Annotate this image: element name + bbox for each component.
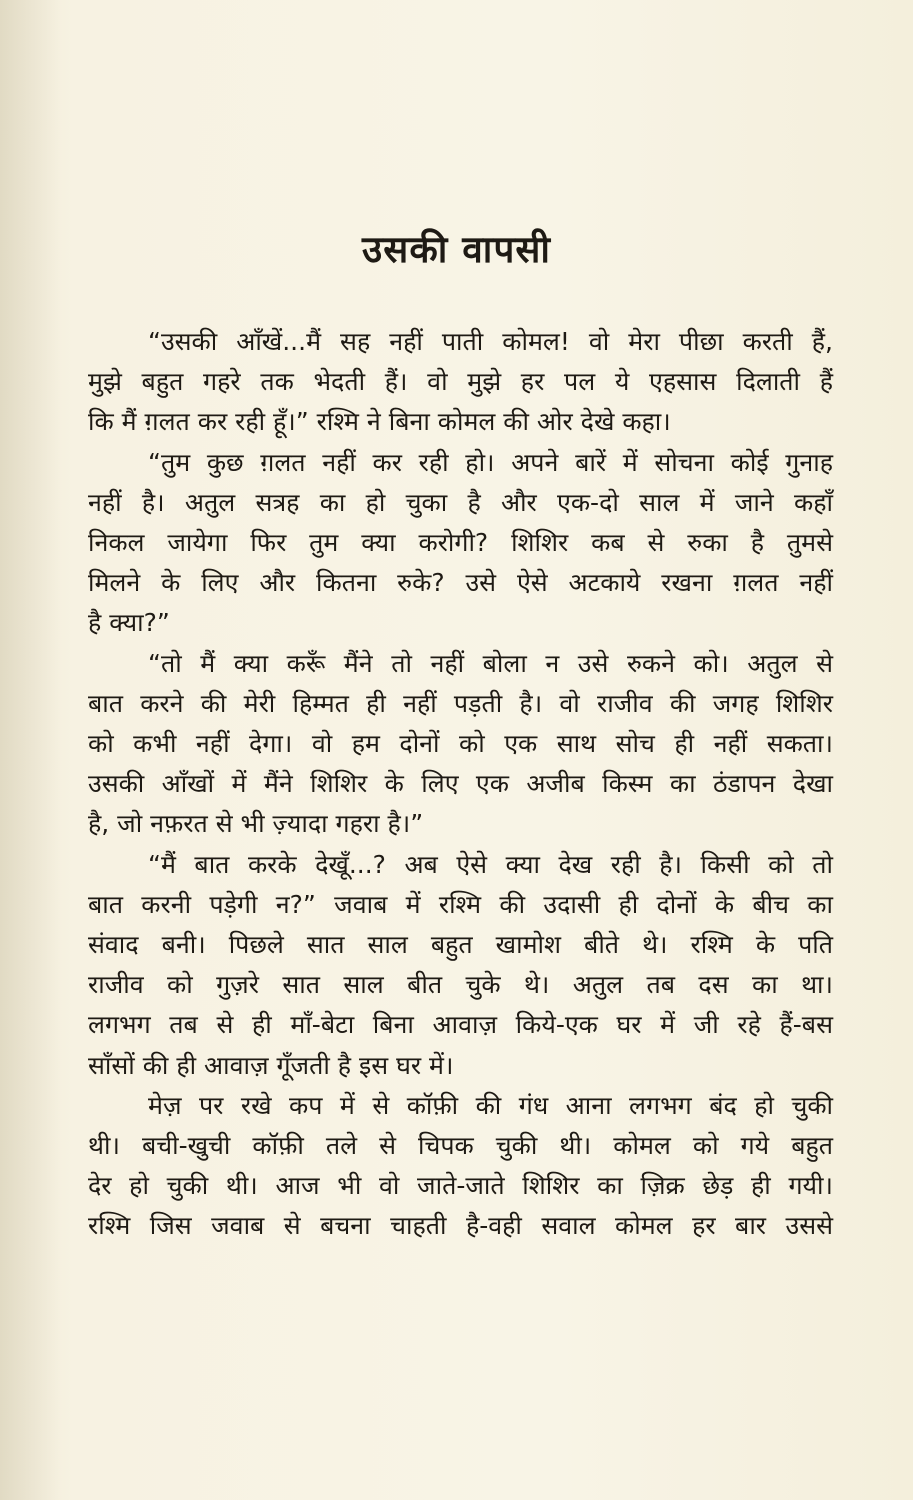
text-line: “मैं बात करके देखूँ...? अब ऐसे क्या देख रही है। किसी को तो: [148, 849, 833, 879]
text-line: है, जो नफ़रत से भी ज़्यादा गहरा है।”: [88, 809, 424, 839]
text-line: कि मैं ग़लत कर रही हूँ।” रश्मि ने बिना कोमल की ओर देखे कहा।: [88, 407, 671, 437]
paragraph: [88, 644, 833, 845]
text-line: को कभी नहीं देगा। वो हम दोनों को एक साथ सोच ही नहीं सकता।: [88, 729, 833, 759]
text-line: बात करने की मेरी हिम्मत ही नहीं पड़ती है। वो राजीव की जगह शिशिर: [88, 688, 833, 718]
text-line: थी। बची-खुची कॉफ़ी तले से चिपक चुकी थी। कोमल को गये बहुत: [88, 1131, 833, 1161]
text-line: मिलने के लिए और कितना रुके? उसे ऐसे अटकाये रखना ग़लत नहीं: [88, 568, 833, 598]
text-line: मुझे बहुत गहरे तक भेदती हैं। वो मुझे हर पल ये एहसास दिलाती हैं: [88, 367, 833, 397]
text-line: बात करनी पड़ेगी न?” जवाब में रश्मि की उदासी ही दोनों के बीच का: [88, 889, 833, 919]
paragraph: [88, 1086, 833, 1247]
paragraph: [88, 845, 833, 1086]
chapter-body: [88, 322, 833, 1247]
text-line: उसकी आँखों में मैंने शिशिर के लिए एक अजीब किस्म का ठंडापन देखा: [88, 769, 833, 799]
text-line: साँसों की ही आवाज़ गूँजती है इस घर में।: [88, 1050, 454, 1080]
text-line: राजीव को गुज़रे सात साल बीत चुके थे। अतुल तब दस का था।: [88, 970, 833, 1000]
text-line: संवाद बनी। पिछले सात साल बहुत खामोश बीते थे। रश्मि के पति: [88, 930, 833, 960]
chapter-title: उसकी वापसी: [362, 228, 551, 271]
text-line: नहीं है। अतुल सत्रह का हो चुका है और एक-दो साल में जाने कहाँ: [88, 487, 833, 517]
text-line: “उसकी आँखें...मैं सह नहीं पाती कोमल! वो मेरा पीछा करती हैं,: [148, 327, 833, 356]
text-line: मेज़ पर रखे कप में से कॉफ़ी की गंध आना लगभग बंद हो चुकी: [148, 1090, 833, 1120]
text-line: लगभग तब से ही माँ-बेटा बिना आवाज़ किये-एक घर में जी रहे हैं-बस: [88, 1010, 833, 1040]
paragraph: [88, 322, 833, 443]
paragraph: [88, 443, 833, 644]
text-line: “तो मैं क्या करूँ मैंने तो नहीं बोला न उसे रुकने को। अतुल से: [148, 648, 833, 678]
text-line: है क्या?”: [88, 608, 170, 638]
text-line: रश्मि जिस जवाब से बचना चाहती है-वही सवाल कोमल हर बार उससे: [88, 1211, 833, 1241]
text-line: देर हो चुकी थी। आज भी वो जाते-जाते शिशिर का ज़िक्र छेड़ ही गयी।: [88, 1171, 833, 1201]
text-line: निकल जायेगा फिर तुम क्या करोगी? शिशिर कब से रुका है तुमसे: [88, 528, 833, 558]
text-line: “तुम कुछ ग़लत नहीं कर रही हो। अपने बारें में सोचना कोई गुनाह: [148, 447, 833, 477]
